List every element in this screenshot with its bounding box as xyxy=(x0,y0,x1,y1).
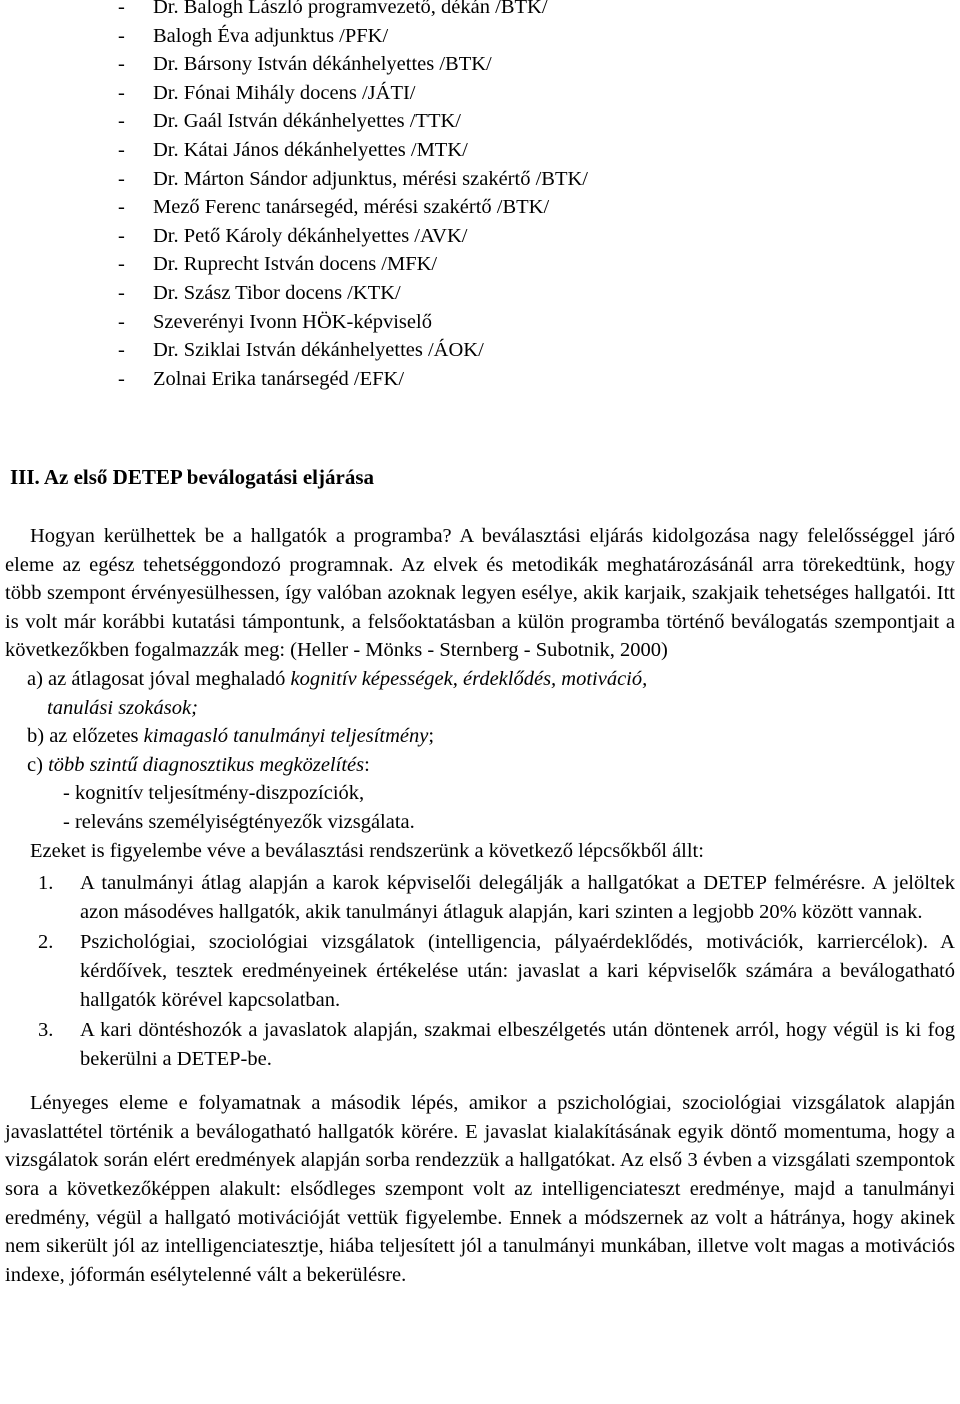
member-name: Dr. Kátai János dékánhelyettes /MTK/ xyxy=(153,138,468,161)
list-item xyxy=(0,365,960,394)
list-item xyxy=(0,308,960,337)
step-item xyxy=(5,928,955,1014)
steps-intro: Ezeket is figyelembe véve a beválasztási rendszerünk a következő lépcsőkből állt: xyxy=(30,839,704,862)
step-item xyxy=(5,869,955,926)
criterion-b-suffix: ; xyxy=(428,725,435,748)
list-dash: - xyxy=(118,53,125,76)
member-name: Zolnai Erika tanársegéd /EFK/ xyxy=(153,367,405,390)
list-dash: - xyxy=(118,281,125,304)
final-paragraph: Lényeges eleme e folyamatnak a második lépés, amikor a pszichológiai, szociológiai vizsgálatok alapján javaslattétel történik a beválogatható hallgatók körére. E javaslat kialakításának egyik döntő momentuma, hogy a vizsgálatok során elért eredmények alapján sorba rendezzük a hallgatókat. Az első 3 évben a vizsgálati szempontok sora a következőképpen alakult: elsődleges szempont volt az intelligenciateszt eredménye, majd a tanulmányi eredmény, végül a hallgató motivációját vettük figyelembe. Ennek a módszernek az volt a hátránya, hogy akinek nem sikerült jól az intelligenciatesztje, hiába teljesített jól a tanulmányi munkában, illetve volt magas a motivációs indexe, jóformán esélytelenné vált a bekerülésre. xyxy=(5,1092,955,1286)
list-dash: - xyxy=(118,110,125,133)
step-text: Pszichológiai, szociológiai vizsgálatok (intelligencia, pályaérdeklődés, motivációk, karriercélok). A kérdőívek, tesztek eredményeinek értékelése után: javaslat a kari képviselők számára a beválogatható hallgatók körével kapcsolatban. xyxy=(80,931,955,1011)
list-item xyxy=(0,0,960,22)
list-item xyxy=(0,165,960,194)
list-item xyxy=(0,22,960,51)
criterion-a xyxy=(5,665,955,694)
criterion-a-continuation xyxy=(5,694,955,723)
list-item xyxy=(0,79,960,108)
list-dash: - xyxy=(118,0,125,18)
steps-list xyxy=(5,869,955,1073)
step-number: 3. xyxy=(38,1019,54,1042)
criterion-c-suffix: : xyxy=(364,753,370,776)
section-heading: III. Az első DETEP beválogatási eljárása xyxy=(10,465,375,489)
criterion-b xyxy=(5,722,955,751)
member-name: Dr. Szász Tibor docens /KTK/ xyxy=(153,281,401,304)
list-dash: - xyxy=(118,339,125,362)
criterion-c-emphasis: több szintű diagnosztikus megközelítés xyxy=(48,753,365,776)
criterion-a-prefix: a) az átlagosat jóval meghaladó xyxy=(27,667,291,690)
member-name: Dr. Ruprecht István docens /MFK/ xyxy=(153,253,438,276)
list-dash: - xyxy=(118,167,125,190)
member-name: Mező Ferenc tanársegéd, mérési szakértő /BTK/ xyxy=(153,196,550,219)
criterion-b-prefix: b) az előzetes xyxy=(27,725,144,748)
list-item xyxy=(0,136,960,165)
step-text: A tanulmányi átlag alapján a karok képviselői delegálják a hallgatókat a DETEP felmérésre. A jelöltek azon másodéves hallgatók, akik tanulmányi átlaguk alapján, kari szinten a legjobb 20% között vannak. xyxy=(80,872,955,923)
member-name: Dr. Fónai Mihály docens /JÁTI/ xyxy=(153,81,416,104)
list-dash: - xyxy=(118,81,125,104)
sub-criterion: - kognitív teljesítmény-diszpozíciók, xyxy=(63,782,365,805)
criterion-a-emphasis: kognitív képességek, érdeklődés, motiváció, xyxy=(290,667,648,690)
list-item xyxy=(0,107,960,136)
member-name: Dr. Pető Károly dékánhelyettes /AVK/ xyxy=(153,224,468,247)
step-number: 2. xyxy=(38,931,54,954)
list-item xyxy=(0,250,960,279)
list-dash: - xyxy=(118,310,125,333)
intro-paragraph: Hogyan kerülhettek be a hallgatók a programba? A beválasztási eljárás kidolgozása nagy felelősséggel járó eleme az egész tehetséggondozó programnak. Az elvek és metodikák meghatározásánál arra törekedtünk, hogy több szempont érvényesülhessen, így valóban azoknak legyen esélye, akik karjaik, szakjaik tehetséges hallgatói. Itt is volt már korábbi kutatási támpontunk, a felsőoktatásban a külön programba történő beválogatás szempontjait a következőkben fogalmazzák meg: (Heller - Mönks - Sternberg - Subotnik, 2000) xyxy=(5,525,955,662)
criterion-b-emphasis: kimagasló tanulmányi teljesítmény xyxy=(143,725,429,748)
member-name: Dr. Balogh László programvezető, dékán /BTK/ xyxy=(153,0,548,18)
list-dash: - xyxy=(118,224,125,247)
member-name: Dr. Márton Sándor adjunktus, mérési szakértő /BTK/ xyxy=(153,167,588,190)
list-item xyxy=(0,193,960,222)
list-item xyxy=(0,279,960,308)
list-dash: - xyxy=(118,138,125,161)
step-item xyxy=(5,1016,955,1073)
list-item xyxy=(0,336,960,365)
sub-criterion: - releváns személyiségtényezők vizsgálata. xyxy=(63,810,415,833)
criterion-c xyxy=(5,751,955,780)
member-list xyxy=(0,0,960,393)
member-name: Balogh Éva adjunktus /PFK/ xyxy=(153,24,389,47)
step-text: A kari döntéshozók a javaslatok alapján, szakmai elbeszélgetés után döntenek arról, hogy végül is ki fog bekerülni a DETEP-be. xyxy=(80,1019,955,1070)
list-dash: - xyxy=(118,196,125,219)
list-item xyxy=(0,222,960,251)
member-name: Dr. Gaál István dékánhelyettes /TTK/ xyxy=(153,110,461,133)
member-name: Szeverényi Ivonn HÖK-képviselő xyxy=(153,310,432,333)
list-item xyxy=(0,50,960,79)
step-number: 1. xyxy=(38,872,54,895)
list-dash: - xyxy=(118,24,125,47)
criterion-c-prefix: c) xyxy=(27,753,49,776)
list-dash: - xyxy=(118,367,125,390)
criterion-a-emphasis-2: tanulási szokások; xyxy=(47,696,198,719)
member-name: Dr. Bársony István dékánhelyettes /BTK/ xyxy=(153,53,492,76)
member-name: Dr. Sziklai István dékánhelyettes /ÁOK/ xyxy=(153,339,484,362)
section-body xyxy=(5,522,955,1289)
list-dash: - xyxy=(118,253,125,276)
